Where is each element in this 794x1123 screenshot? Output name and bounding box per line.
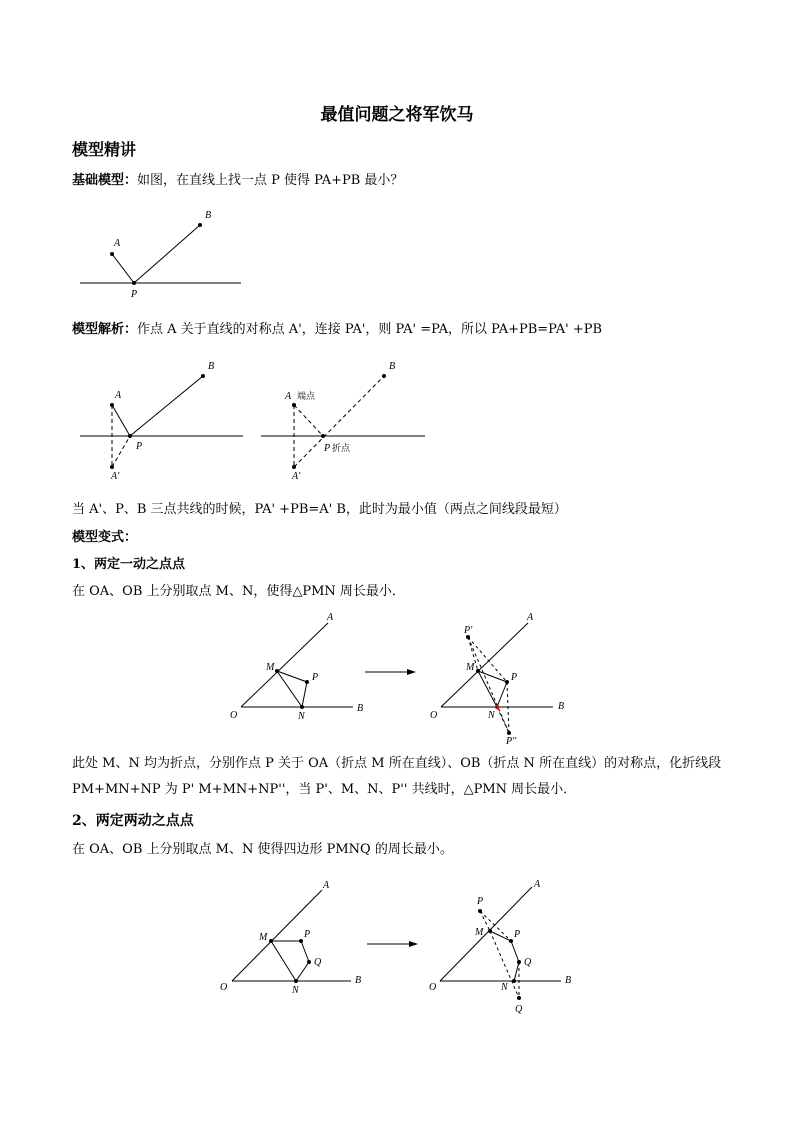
point-n-v2-left bbox=[294, 979, 298, 983]
analysis-text: 作点 A 关于直线的对称点 A'，连接 PA'，则 PA' =PA，所以 PA+PB=PA' +PB bbox=[137, 322, 603, 337]
label-b: B bbox=[205, 210, 212, 221]
label-a: A bbox=[114, 238, 121, 249]
point-p-v2-right bbox=[509, 939, 513, 943]
label-q-v2-right: Q bbox=[524, 957, 532, 968]
point-n-v2-right bbox=[512, 979, 516, 983]
label-m-v2-left: M bbox=[259, 932, 268, 943]
label-b-v1-right: B bbox=[558, 701, 565, 712]
label-a-prime-left: A' bbox=[111, 471, 120, 482]
label-a-prime-right: A' bbox=[292, 471, 301, 482]
label-q-v2-left: Q bbox=[314, 957, 322, 968]
label-b-right: B bbox=[389, 361, 396, 372]
v2-heading: 2、两定两动之点点 bbox=[72, 813, 194, 829]
analysis-label: 模型解析： bbox=[72, 322, 138, 337]
label-a-v2-right: A bbox=[534, 879, 541, 890]
label-o-v1-left: O bbox=[230, 710, 238, 721]
label-q-prime: Q bbox=[515, 1004, 523, 1015]
label-b-left: B bbox=[208, 361, 215, 372]
variant-label: 模型变式： bbox=[72, 530, 138, 545]
label-o-v1-right: O bbox=[430, 710, 438, 721]
point-p-prime-v2 bbox=[478, 909, 482, 913]
label-p-left: P bbox=[136, 441, 143, 452]
label-o-v2-right: O bbox=[429, 982, 437, 993]
label-n-v2-left: N bbox=[292, 985, 299, 996]
label-a-left: A bbox=[115, 390, 122, 401]
section-title: 模型精讲 bbox=[72, 140, 137, 159]
label-p-prime: P' bbox=[464, 625, 473, 636]
point-m-v2-left bbox=[269, 939, 273, 943]
label-p-v2-left: P bbox=[304, 929, 311, 940]
label-p-v2-right: P bbox=[514, 929, 521, 940]
v2-text: 在 OA、OB 上分别取点 M、N 使得四边形 PMNQ 的周长最小。 bbox=[72, 842, 453, 857]
page-title: 最值问题之将军饮马 bbox=[320, 105, 474, 125]
label-a-v1-left: A bbox=[327, 612, 334, 623]
label-n-v1-right: N bbox=[488, 710, 495, 721]
label-p-dprime: P'' bbox=[506, 736, 517, 747]
point-p-v2-left bbox=[299, 939, 303, 943]
quad-pmnq-left bbox=[271, 941, 309, 981]
point-q-prime bbox=[517, 996, 521, 1000]
point-m-v2-right bbox=[488, 929, 492, 933]
label-p-prime-v2: P bbox=[477, 896, 484, 907]
label-m-v1-left: M bbox=[266, 662, 275, 673]
label-n-v2-right: N bbox=[501, 982, 508, 993]
basic-model-label: 基础模型： bbox=[72, 173, 138, 188]
collinear-paragraph: 当 A'、P、B 三点共线的时候，PA' +PB=A' B，此时为最小值（两点之间线段最短） bbox=[72, 502, 567, 517]
label-p: P bbox=[131, 289, 138, 300]
label-b-v2-right: B bbox=[565, 975, 572, 986]
label-a-v1-right: A bbox=[527, 612, 534, 623]
segment-p-prime-p-v2 bbox=[480, 911, 511, 941]
v1-text: 在 OA、OB 上分别取点 M、N，使得△PMN 周长最小． bbox=[72, 584, 405, 599]
v1-desc-line1: 此处 M、N 均为折点，分别作点 P 关于 OA（折点 M 所在直线）、OB（折点 N 所在直线）的对称点，化折线段 bbox=[72, 756, 722, 771]
label-a-right: A bbox=[285, 391, 292, 402]
v1-desc-line2: PM+MN+NP 为 P' M+MN+NP''，当 P'、M、N、P'' 共线时，△PMN 周长最小． bbox=[72, 782, 577, 797]
label-m-v1-right: M bbox=[466, 662, 475, 673]
label-o-v2-left: O bbox=[220, 982, 228, 993]
label-b-v2-left: B bbox=[355, 975, 362, 986]
label-b-v1-left: B bbox=[357, 703, 364, 714]
label-m-v2-right: M bbox=[475, 927, 484, 938]
label-n-v1-left: N bbox=[298, 711, 305, 722]
arrow-v2-head bbox=[409, 941, 418, 947]
point-q-v2-right bbox=[517, 960, 521, 964]
v1-heading: 1、两定一动之点点 bbox=[72, 557, 186, 572]
label-p-v1-left: P bbox=[312, 672, 319, 683]
label-p-v1-right: P bbox=[511, 672, 518, 683]
label-p-right: P bbox=[324, 443, 331, 454]
label-fold-point: 折点 bbox=[332, 444, 351, 454]
basic-model-text: 如图，在直线上找一点 P 使得 PA+PB 最小？ bbox=[137, 173, 404, 188]
label-endpoint: 端点 bbox=[297, 392, 316, 402]
label-a-v2-left: A bbox=[323, 880, 330, 891]
point-q-v2-left bbox=[307, 960, 311, 964]
